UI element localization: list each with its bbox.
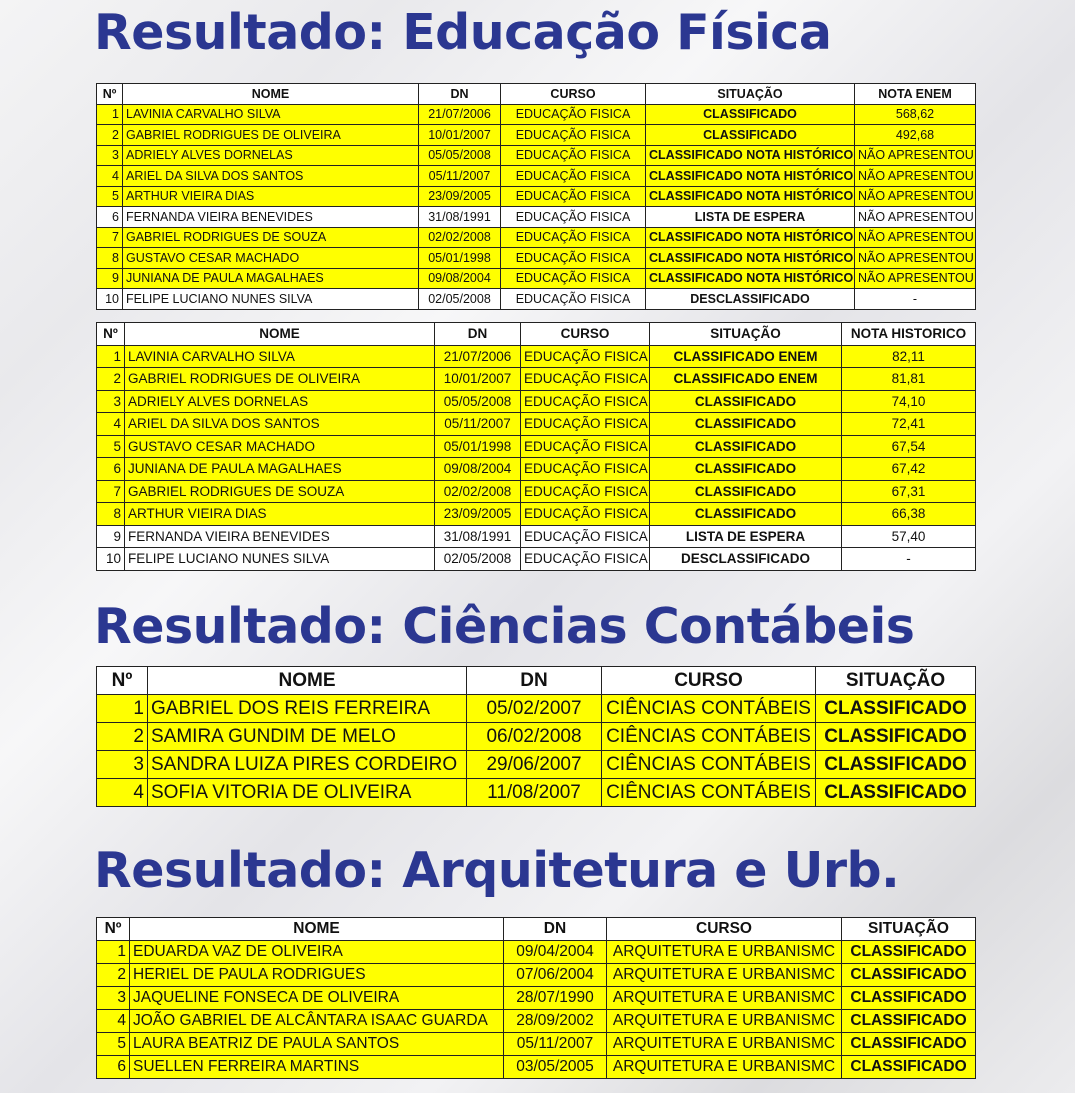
col-header-situacao: SITUAÇÃO <box>646 84 855 105</box>
cell-nome: LAURA BEATRIZ DE PAULA SANTOS <box>130 1033 504 1056</box>
cell-situacao: CLASSIFICADO <box>650 503 842 526</box>
cell-nota: 568,62 <box>855 104 976 125</box>
cell-nota: 81,81 <box>842 368 976 391</box>
cell-dn: 23/09/2005 <box>435 503 521 526</box>
cell-n: 5 <box>97 186 123 207</box>
cell-situacao: CLASSIFICADO <box>650 390 842 413</box>
table-educacao-fisica-historico <box>96 322 976 571</box>
table-header-row <box>97 84 976 105</box>
col-header-dn: DN <box>467 667 602 695</box>
cell-nome: ADRIELY ALVES DORNELAS <box>123 145 419 166</box>
table-row <box>97 987 976 1010</box>
cell-n: 4 <box>97 779 148 807</box>
cell-nome: GUSTAVO CESAR MACHADO <box>125 435 435 458</box>
cell-n: 4 <box>97 166 123 187</box>
cell-dn: 11/08/2007 <box>467 779 602 807</box>
cell-curso: ARQUITETURA E URBANISMC <box>607 941 842 964</box>
cell-nome: JUNIANA DE PAULA MAGALHAES <box>123 268 419 289</box>
cell-n: 2 <box>97 368 125 391</box>
col-header-nome: NOME <box>123 84 419 105</box>
cell-n: 2 <box>97 125 123 146</box>
cell-situacao: LISTA DE ESPERA <box>646 207 855 228</box>
table-ciencias-contabeis <box>96 666 976 807</box>
cell-nome: ADRIELY ALVES DORNELAS <box>125 390 435 413</box>
cell-dn: 02/05/2008 <box>435 548 521 571</box>
col-header-nome: NOME <box>125 323 435 346</box>
cell-nota: 72,41 <box>842 413 976 436</box>
cell-dn: 05/02/2007 <box>467 695 602 723</box>
col-header-nota-enem: NOTA ENEM <box>855 84 976 105</box>
cell-nota: NÃO APRESENTOU <box>855 186 976 207</box>
cell-n: 3 <box>97 390 125 413</box>
cell-n: 3 <box>97 987 130 1010</box>
cell-dn: 09/08/2004 <box>419 268 501 289</box>
table-row <box>97 145 976 166</box>
cell-dn: 29/06/2007 <box>467 751 602 779</box>
cell-nota: 67,54 <box>842 435 976 458</box>
col-header-curso: CURSO <box>521 323 650 346</box>
cell-n: 1 <box>97 695 148 723</box>
table-row <box>97 413 976 436</box>
cell-nome: EDUARDA VAZ DE OLIVEIRA <box>130 941 504 964</box>
table-row <box>97 941 976 964</box>
cell-n: 8 <box>97 248 123 269</box>
table-row <box>97 125 976 146</box>
cell-nome: ARTHUR VIEIRA DIAS <box>123 186 419 207</box>
cell-dn: 07/06/2004 <box>504 964 607 987</box>
col-header-num: Nº <box>97 667 148 695</box>
table-row <box>97 227 976 248</box>
col-header-situacao: SITUAÇÃO <box>650 323 842 346</box>
cell-situacao: CLASSIFICADO <box>842 987 976 1010</box>
cell-curso: ARQUITETURA E URBANISMC <box>607 1056 842 1079</box>
cell-nota: NÃO APRESENTOU <box>855 227 976 248</box>
table-row <box>97 480 976 503</box>
cell-situacao: CLASSIFICADO NOTA HISTÓRICO <box>646 145 855 166</box>
cell-curso: EDUCAÇÃO FISICA <box>501 207 646 228</box>
table-educacao-fisica-enem <box>96 83 976 310</box>
cell-n: 10 <box>97 289 123 310</box>
cell-curso: EDUCAÇÃO FISICA <box>521 345 650 368</box>
cell-dn: 10/01/2007 <box>435 368 521 391</box>
cell-curso: EDUCAÇÃO FISICA <box>521 548 650 571</box>
cell-curso: CIÊNCIAS CONTÁBEIS <box>602 695 816 723</box>
cell-curso: ARQUITETURA E URBANISMC <box>607 1010 842 1033</box>
cell-nome: SAMIRA GUNDIM DE MELO <box>148 723 467 751</box>
cell-n: 6 <box>97 207 123 228</box>
cell-curso: EDUCAÇÃO FISICA <box>521 390 650 413</box>
cell-nota: - <box>842 548 976 571</box>
cell-nome: ARTHUR VIEIRA DIAS <box>125 503 435 526</box>
cell-nome: GABRIEL DOS REIS FERREIRA <box>148 695 467 723</box>
cell-dn: 23/09/2005 <box>419 186 501 207</box>
cell-nota: - <box>855 289 976 310</box>
cell-nome: ARIEL DA SILVA DOS SANTOS <box>123 166 419 187</box>
table-header-row <box>97 667 976 695</box>
cell-nota: 74,10 <box>842 390 976 413</box>
cell-dn: 21/07/2006 <box>435 345 521 368</box>
cell-situacao: CLASSIFICADO <box>842 1010 976 1033</box>
cell-curso: EDUCAÇÃO FISICA <box>501 125 646 146</box>
heading-arquitetura: Resultado: Arquitetura e Urb. <box>94 842 900 899</box>
cell-dn: 02/02/2008 <box>435 480 521 503</box>
cell-situacao: CLASSIFICADO ENEM <box>650 368 842 391</box>
table-row <box>97 548 976 571</box>
table-row <box>97 435 976 458</box>
cell-nota: 67,42 <box>842 458 976 481</box>
cell-dn: 05/11/2007 <box>504 1033 607 1056</box>
cell-n: 9 <box>97 268 123 289</box>
col-header-situacao: SITUAÇÃO <box>816 667 976 695</box>
cell-situacao: CLASSIFICADO <box>650 458 842 481</box>
col-header-curso: CURSO <box>607 918 842 941</box>
cell-situacao: CLASSIFICADO <box>816 751 976 779</box>
table-row <box>97 751 976 779</box>
cell-nome: JAQUELINE FONSECA DE OLIVEIRA <box>130 987 504 1010</box>
cell-nota: 67,31 <box>842 480 976 503</box>
cell-dn: 02/05/2008 <box>419 289 501 310</box>
table-row <box>97 104 976 125</box>
cell-dn: 03/05/2005 <box>504 1056 607 1079</box>
cell-nome: HERIEL DE PAULA RODRIGUES <box>130 964 504 987</box>
table-row <box>97 268 976 289</box>
cell-nota: 66,38 <box>842 503 976 526</box>
cell-dn: 05/05/2008 <box>435 390 521 413</box>
cell-dn: 28/09/2002 <box>504 1010 607 1033</box>
cell-curso: EDUCAÇÃO FISICA <box>501 248 646 269</box>
cell-situacao: CLASSIFICADO NOTA HISTÓRICO <box>646 166 855 187</box>
table-row <box>97 207 976 228</box>
table-row <box>97 368 976 391</box>
cell-situacao: CLASSIFICADO <box>646 104 855 125</box>
cell-n: 7 <box>97 480 125 503</box>
cell-nome: GABRIEL RODRIGUES DE OLIVEIRA <box>123 125 419 146</box>
cell-n: 5 <box>97 435 125 458</box>
cell-situacao: DESCLASSIFICADO <box>646 289 855 310</box>
col-header-dn: DN <box>435 323 521 346</box>
table-header-row <box>97 918 976 941</box>
cell-situacao: CLASSIFICADO <box>842 964 976 987</box>
cell-n: 2 <box>97 723 148 751</box>
cell-nome: JOÃO GABRIEL DE ALCÂNTARA ISAAC GUARDA <box>130 1010 504 1033</box>
table-row <box>97 1010 976 1033</box>
cell-curso: EDUCAÇÃO FISICA <box>501 166 646 187</box>
cell-nome: GABRIEL RODRIGUES DE SOUZA <box>125 480 435 503</box>
cell-curso: EDUCAÇÃO FISICA <box>521 525 650 548</box>
cell-dn: 05/01/1998 <box>435 435 521 458</box>
table-row <box>97 525 976 548</box>
cell-nome: ARIEL DA SILVA DOS SANTOS <box>125 413 435 436</box>
cell-situacao: CLASSIFICADO <box>646 125 855 146</box>
cell-dn: 21/07/2006 <box>419 104 501 125</box>
cell-dn: 09/08/2004 <box>435 458 521 481</box>
cell-nota: 492,68 <box>855 125 976 146</box>
cell-nome: FERNANDA VIEIRA BENEVIDES <box>125 525 435 548</box>
cell-dn: 31/08/1991 <box>435 525 521 548</box>
cell-dn: 28/07/1990 <box>504 987 607 1010</box>
cell-n: 4 <box>97 413 125 436</box>
cell-situacao: CLASSIFICADO <box>842 1033 976 1056</box>
cell-situacao: CLASSIFICADO NOTA HISTÓRICO <box>646 227 855 248</box>
cell-nota: NÃO APRESENTOU <box>855 248 976 269</box>
cell-situacao: LISTA DE ESPERA <box>650 525 842 548</box>
cell-n: 2 <box>97 964 130 987</box>
table-row <box>97 345 976 368</box>
cell-curso: EDUCAÇÃO FISICA <box>501 289 646 310</box>
table-arquitetura <box>96 917 976 1079</box>
cell-nota: NÃO APRESENTOU <box>855 145 976 166</box>
cell-nome: JUNIANA DE PAULA MAGALHAES <box>125 458 435 481</box>
cell-nome: FELIPE LUCIANO NUNES SILVA <box>125 548 435 571</box>
table-header-row <box>97 323 976 346</box>
cell-nome: SOFIA VITORIA DE OLIVEIRA <box>148 779 467 807</box>
table-row <box>97 1033 976 1056</box>
cell-n: 1 <box>97 345 125 368</box>
cell-dn: 02/02/2008 <box>419 227 501 248</box>
cell-n: 1 <box>97 941 130 964</box>
cell-curso: EDUCAÇÃO FISICA <box>521 368 650 391</box>
cell-n: 1 <box>97 104 123 125</box>
cell-curso: EDUCAÇÃO FISICA <box>521 435 650 458</box>
cell-n: 8 <box>97 503 125 526</box>
table-row <box>97 248 976 269</box>
cell-nota: 82,11 <box>842 345 976 368</box>
cell-curso: EDUCAÇÃO FISICA <box>501 268 646 289</box>
cell-curso: EDUCAÇÃO FISICA <box>501 104 646 125</box>
cell-curso: ARQUITETURA E URBANISMC <box>607 1033 842 1056</box>
col-header-dn: DN <box>504 918 607 941</box>
table-row <box>97 289 976 310</box>
cell-curso: EDUCAÇÃO FISICA <box>521 413 650 436</box>
cell-dn: 05/05/2008 <box>419 145 501 166</box>
cell-nota: 57,40 <box>842 525 976 548</box>
cell-n: 6 <box>97 1056 130 1079</box>
cell-situacao: CLASSIFICADO NOTA HISTÓRICO <box>646 186 855 207</box>
table-row <box>97 723 976 751</box>
col-header-curso: CURSO <box>501 84 646 105</box>
cell-n: 7 <box>97 227 123 248</box>
table-row <box>97 458 976 481</box>
cell-situacao: CLASSIFICADO <box>816 723 976 751</box>
cell-curso: EDUCAÇÃO FISICA <box>521 480 650 503</box>
cell-n: 9 <box>97 525 125 548</box>
cell-dn: 10/01/2007 <box>419 125 501 146</box>
cell-curso: ARQUITETURA E URBANISMC <box>607 987 842 1010</box>
cell-dn: 05/01/1998 <box>419 248 501 269</box>
cell-nota: NÃO APRESENTOU <box>855 268 976 289</box>
cell-dn: 09/04/2004 <box>504 941 607 964</box>
cell-situacao: CLASSIFICADO <box>842 1056 976 1079</box>
table-row <box>97 1056 976 1079</box>
cell-nome: FELIPE LUCIANO NUNES SILVA <box>123 289 419 310</box>
cell-curso: CIÊNCIAS CONTÁBEIS <box>602 751 816 779</box>
cell-situacao: CLASSIFICADO <box>650 435 842 458</box>
cell-nome: SANDRA LUIZA PIRES CORDEIRO <box>148 751 467 779</box>
cell-nota: NÃO APRESENTOU <box>855 166 976 187</box>
cell-dn: 31/08/1991 <box>419 207 501 228</box>
cell-nome: LAVINIA CARVALHO SILVA <box>125 345 435 368</box>
table-row <box>97 166 976 187</box>
cell-nome: SUELLEN FERREIRA MARTINS <box>130 1056 504 1079</box>
cell-curso: EDUCAÇÃO FISICA <box>501 186 646 207</box>
table-row <box>97 964 976 987</box>
col-header-nome: NOME <box>148 667 467 695</box>
cell-n: 3 <box>97 751 148 779</box>
col-header-nome: NOME <box>130 918 504 941</box>
cell-situacao: CLASSIFICADO NOTA HISTÓRICO <box>646 268 855 289</box>
cell-n: 6 <box>97 458 125 481</box>
cell-nome: GABRIEL RODRIGUES DE SOUZA <box>123 227 419 248</box>
col-header-nota-historico: NOTA HISTORICO <box>842 323 976 346</box>
cell-nota: NÃO APRESENTOU <box>855 207 976 228</box>
cell-curso: EDUCAÇÃO FISICA <box>501 145 646 166</box>
table-row <box>97 186 976 207</box>
cell-dn: 05/11/2007 <box>435 413 521 436</box>
cell-n: 5 <box>97 1033 130 1056</box>
cell-curso: CIÊNCIAS CONTÁBEIS <box>602 779 816 807</box>
cell-situacao: CLASSIFICADO <box>650 413 842 436</box>
cell-situacao: CLASSIFICADO <box>650 480 842 503</box>
cell-nome: FERNANDA VIEIRA BENEVIDES <box>123 207 419 228</box>
cell-n: 10 <box>97 548 125 571</box>
cell-situacao: CLASSIFICADO <box>816 695 976 723</box>
col-header-num: Nº <box>97 323 125 346</box>
cell-situacao: DESCLASSIFICADO <box>650 548 842 571</box>
heading-educacao-fisica: Resultado: Educação Física <box>94 4 832 61</box>
cell-situacao: CLASSIFICADO NOTA HISTÓRICO <box>646 248 855 269</box>
col-header-dn: DN <box>419 84 501 105</box>
cell-situacao: CLASSIFICADO <box>816 779 976 807</box>
col-header-num: Nº <box>97 918 130 941</box>
cell-curso: EDUCAÇÃO FISICA <box>521 458 650 481</box>
cell-dn: 05/11/2007 <box>419 166 501 187</box>
table-row <box>97 779 976 807</box>
cell-nome: GUSTAVO CESAR MACHADO <box>123 248 419 269</box>
table-row <box>97 503 976 526</box>
cell-nome: GABRIEL RODRIGUES DE OLIVEIRA <box>125 368 435 391</box>
cell-curso: EDUCAÇÃO FISICA <box>521 503 650 526</box>
col-header-num: Nº <box>97 84 123 105</box>
cell-situacao: CLASSIFICADO <box>842 941 976 964</box>
cell-curso: EDUCAÇÃO FISICA <box>501 227 646 248</box>
cell-n: 3 <box>97 145 123 166</box>
cell-n: 4 <box>97 1010 130 1033</box>
cell-dn: 06/02/2008 <box>467 723 602 751</box>
cell-curso: CIÊNCIAS CONTÁBEIS <box>602 723 816 751</box>
cell-situacao: CLASSIFICADO ENEM <box>650 345 842 368</box>
col-header-curso: CURSO <box>602 667 816 695</box>
heading-ciencias-contabeis: Resultado: Ciências Contábeis <box>94 598 915 655</box>
table-row <box>97 390 976 413</box>
cell-curso: ARQUITETURA E URBANISMC <box>607 964 842 987</box>
table-row <box>97 695 976 723</box>
col-header-situacao: SITUAÇÃO <box>842 918 976 941</box>
cell-nome: LAVINIA CARVALHO SILVA <box>123 104 419 125</box>
